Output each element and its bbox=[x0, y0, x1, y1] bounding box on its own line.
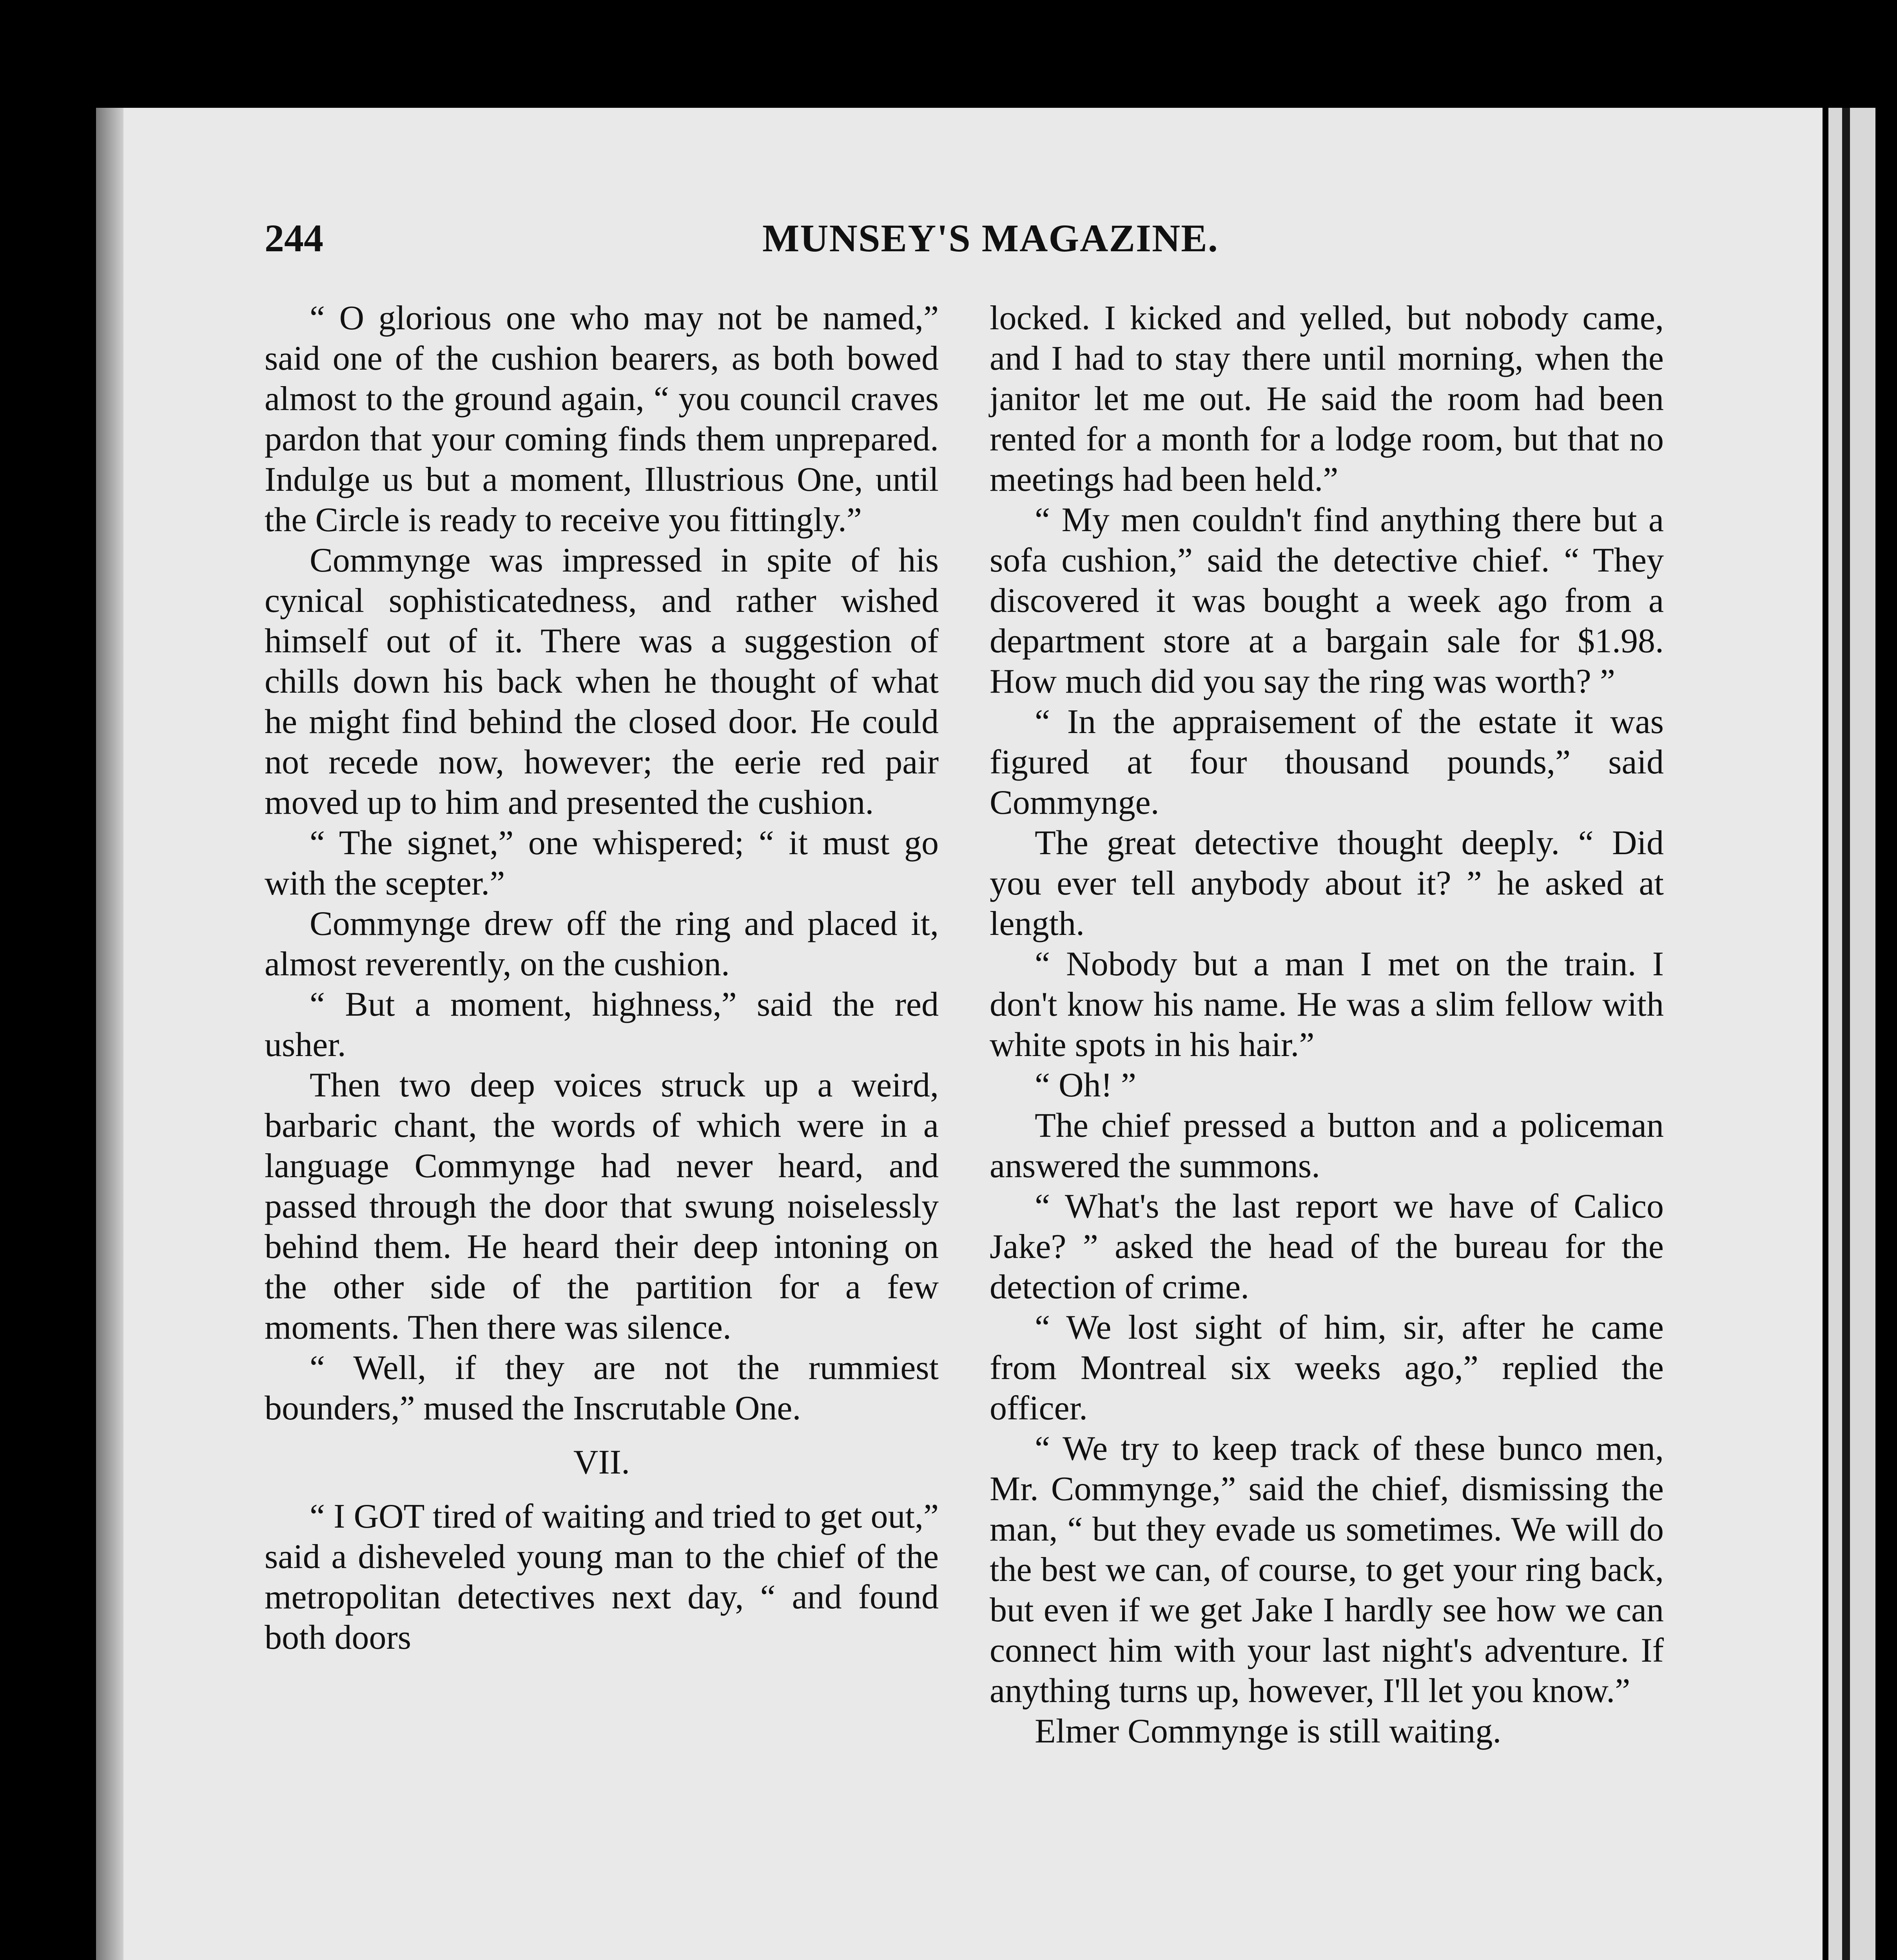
paragraph: The chief pressed a button and a policeman answered the summons. bbox=[990, 1107, 1664, 1185]
paragraph: “ But a moment, highness,” said the red usher. bbox=[265, 985, 939, 1064]
page-gutter-line bbox=[1842, 108, 1850, 1960]
paragraph: “ I GOT tired of waiting and tried to get out,” said a disheveled young man to the chief of the metropolitan detectives next day, “ and found both doors bbox=[265, 1497, 939, 1657]
paragraph: “ O glorious one who may not be named,” said one of the cushion bearers, as both bowed almost to the ground again, “ you council craves pardon that your coming finds them unprepared. Indulge us but a moment, Illustrious One, until the Circle is ready to receive you fittingly.” bbox=[265, 299, 939, 539]
paragraph: “ My men couldn't find anything there but a sofa cushion,” said the detective chief. “ They discovered it was bought a week ago from a department store at a bargain sale for $1.98. How much did you say the ring was worth? ” bbox=[990, 501, 1664, 701]
paragraph: “ We try to keep track of these bunco men, Mr. Commynge,” said the chief, dismissing the man, “ but they evade us sometimes. We will do the best we can, of course, to get your ring back, but even if we get Jake I hardly see how we can connect him with your last night's adventure. If anything turns up, however, I'll let you know.” bbox=[990, 1430, 1664, 1710]
paragraph: “ What's the last report we have of Calico Jake? ” asked the head of the bureau for the detection of crime. bbox=[990, 1187, 1664, 1306]
paragraph: “ We lost sight of him, sir, after he came from Montreal six weeks ago,” replied the officer. bbox=[990, 1308, 1664, 1427]
paragraph: locked. I kicked and yelled, but nobody came, and I had to stay there until morning, when the janitor let me out. He said the room had been rented for a month for a lodge room, but that no meetings had been held.” bbox=[990, 299, 1664, 499]
paragraph: “ The signet,” one whispered; “ it must go with the scepter.” bbox=[265, 824, 939, 902]
right-column bbox=[990, 298, 1664, 1954]
running-title: MUNSEY'S MAGAZINE. bbox=[762, 216, 1219, 260]
section-heading: VII. bbox=[573, 1443, 630, 1481]
paragraph: “ In the appraisement of the estate it was figured at four thousand pounds,” said Commynge. bbox=[990, 703, 1664, 822]
page-header bbox=[265, 216, 1666, 270]
paragraph: Commynge drew off the ring and placed it, almost reverently, on the cushion. bbox=[265, 905, 939, 983]
page-number: 244 bbox=[265, 216, 323, 260]
paragraph: “ Nobody but a man I met on the train. I don't know his name. He was a slim fellow with white spots in his hair.” bbox=[990, 945, 1664, 1064]
adjacent-page-edge bbox=[1828, 108, 1875, 1960]
paragraph: Elmer Commynge is still waiting. bbox=[1035, 1712, 1502, 1750]
page-binding-shadow bbox=[96, 108, 123, 1960]
left-column bbox=[265, 298, 939, 1954]
paragraph: Commynge was impressed in spite of his cynical sophisticatedness, and rather wished himself out of it. There was a suggestion of chills down his back when he thought of what he might find behind the closed door. He could not recede now, however; the eerie red pair moved up to him and presented the cushion. bbox=[265, 541, 939, 822]
paragraph: “ Oh! ” bbox=[1035, 1066, 1136, 1104]
paragraph: Then two deep voices struck up a weird, barbaric chant, the words of which were in a language Commynge had never heard, and passed through the door that swung noiselessly behind them. He heard their deep intoning on the other side of the partition for a few moments. Then there was silence. bbox=[265, 1066, 939, 1347]
paragraph: “ Well, if they are not the rummiest bounders,” mused the Inscrutable One. bbox=[265, 1349, 939, 1427]
paragraph: The great detective thought deeply. “ Did you ever tell anybody about it? ” he asked at length. bbox=[990, 824, 1664, 943]
